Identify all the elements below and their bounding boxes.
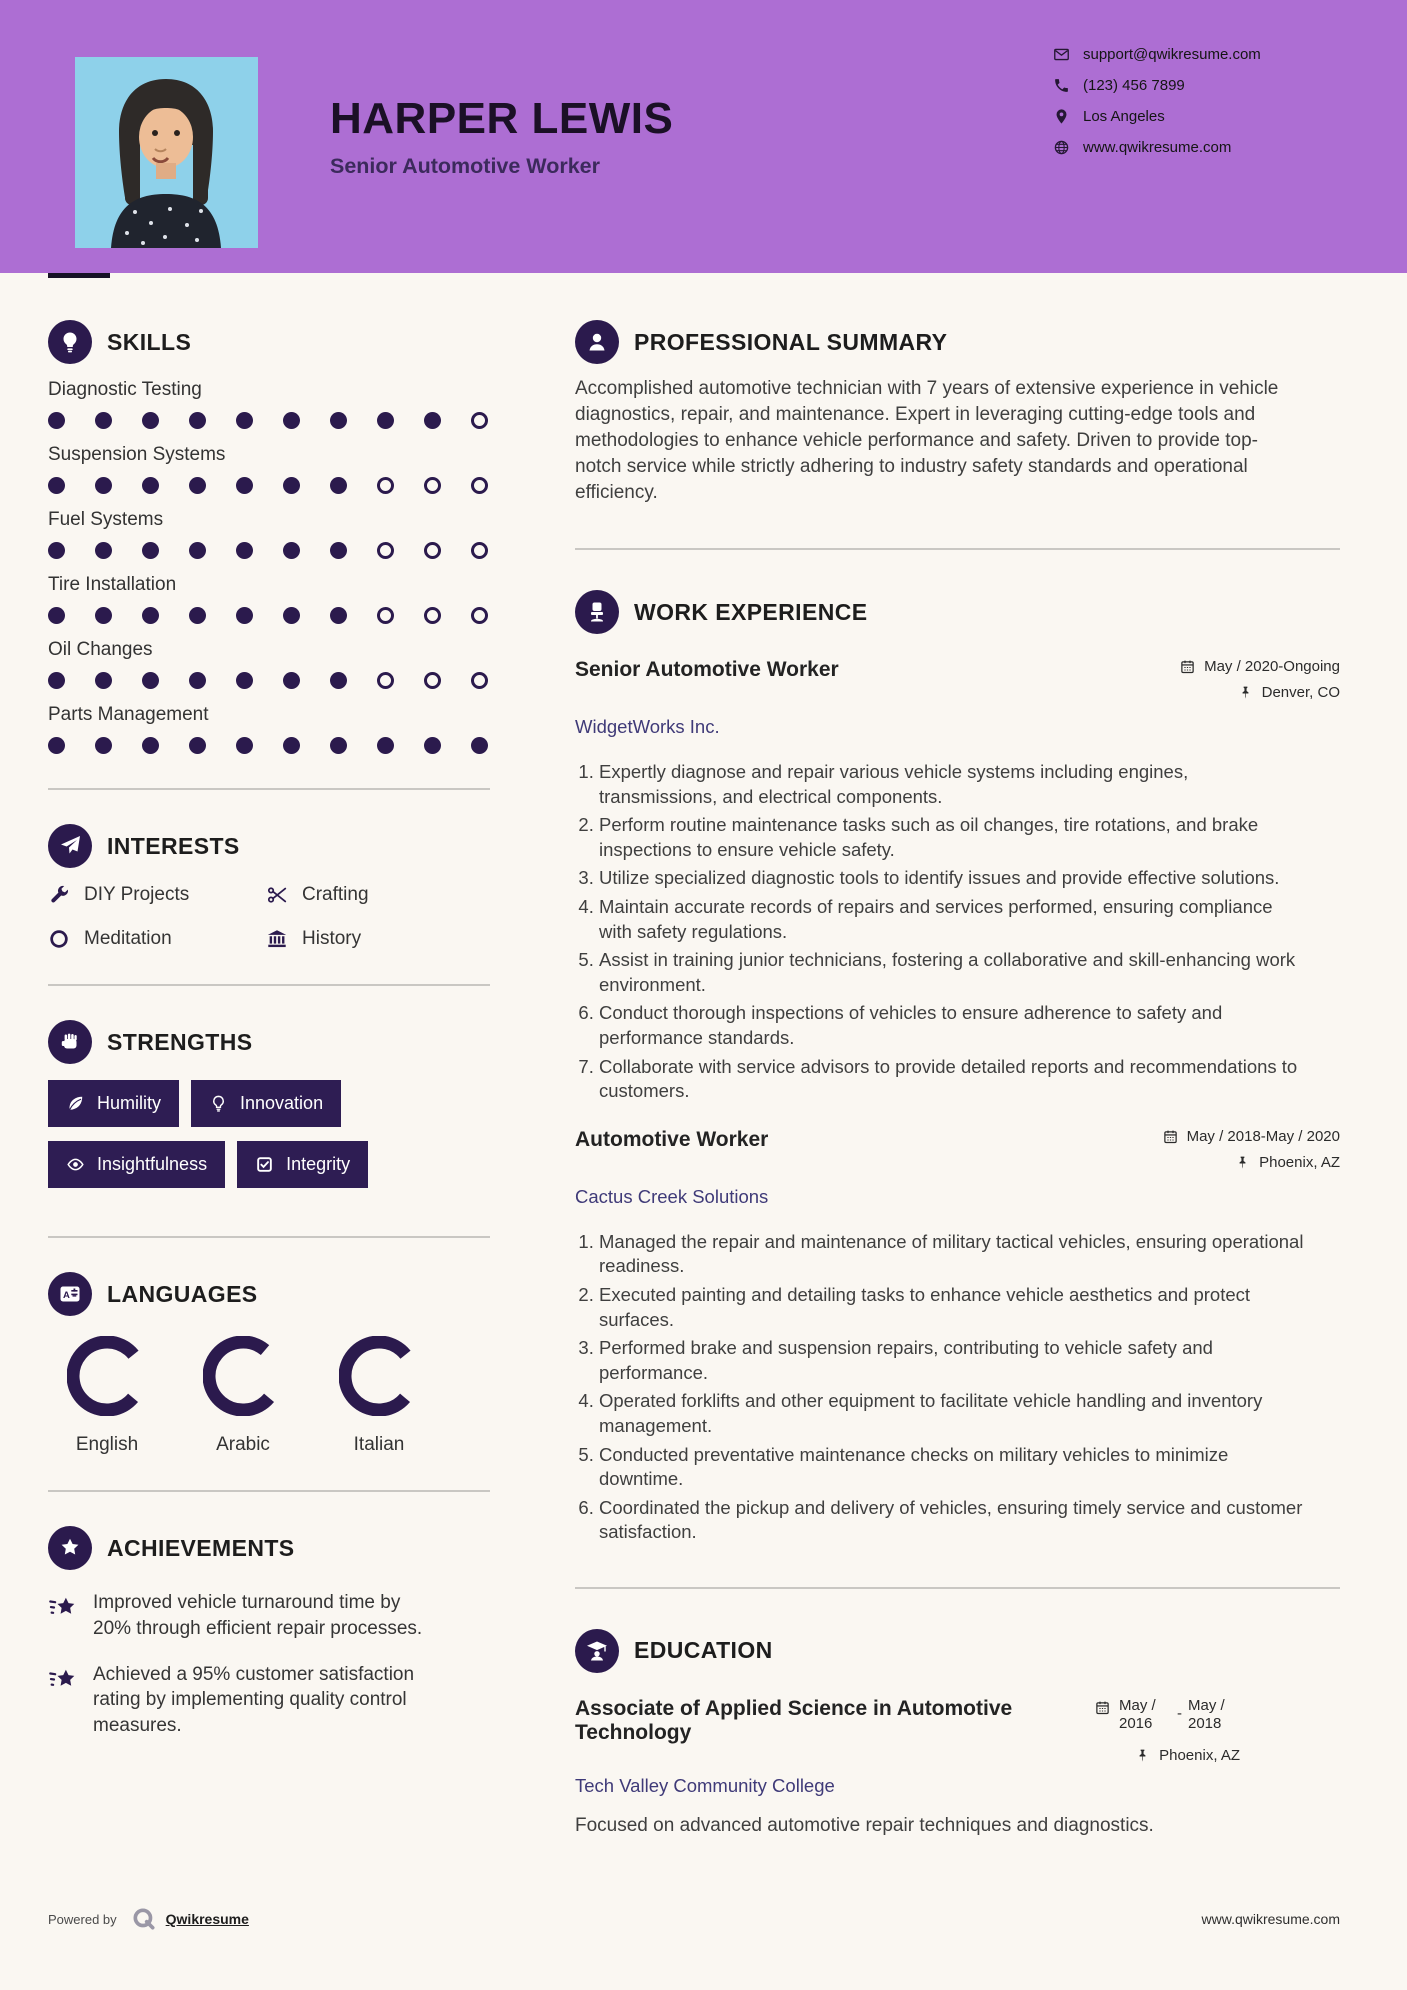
skill-rating — [48, 607, 490, 624]
job-entry — [575, 1128, 1340, 1545]
divider — [575, 1587, 1340, 1589]
achievements-list — [48, 1590, 490, 1739]
identity — [330, 94, 673, 179]
job-bullet: 5. Conducted preventative maintenance checks on military vehicles to minimize downtime. — [599, 1443, 1305, 1492]
office-chair-icon — [575, 590, 619, 634]
rating-dot — [283, 542, 300, 559]
location-icon — [1053, 108, 1070, 125]
language-label: Arabic — [216, 1434, 270, 1455]
powered-by-label: Powered by — [48, 1911, 117, 1927]
job-head — [575, 658, 1340, 710]
rating-dot — [330, 477, 347, 494]
globe-icon — [1053, 139, 1070, 156]
strength-pill — [237, 1141, 368, 1188]
header-accent-dash — [48, 273, 110, 278]
contact-text[interactable]: www.qwikresume.com — [1083, 139, 1232, 156]
interests-title: INTERESTS — [107, 832, 240, 859]
education-entry — [575, 1697, 1340, 1773]
job-title: Senior Automotive Worker — [575, 658, 839, 682]
meditation-icon — [48, 928, 70, 950]
rating-dot — [236, 607, 253, 624]
section-achievements — [48, 1526, 490, 1739]
language-label: Italian — [353, 1434, 405, 1455]
museum-icon — [266, 928, 288, 950]
translate-icon — [48, 1272, 92, 1316]
section-experience — [575, 590, 1340, 1545]
interest-item — [266, 884, 490, 906]
skill-rating — [48, 737, 490, 754]
rating-dot — [330, 542, 347, 559]
rating-dot — [48, 672, 65, 689]
footer-website[interactable]: www.qwikresume.com — [1201, 1911, 1340, 1927]
education-location-text: Phoenix, AZ — [1159, 1746, 1240, 1764]
job-meta — [1163, 1128, 1340, 1180]
section-summary — [575, 320, 1340, 506]
rating-dot — [189, 737, 206, 754]
rating-dot — [330, 412, 347, 429]
person-icon — [575, 320, 619, 364]
job-bullet: 6. Conduct thorough inspections of vehicles to ensure adherence to safety and performance standards. — [599, 1001, 1305, 1050]
rating-dot — [471, 542, 488, 559]
job-date-text: May / 2020-Ongoing — [1204, 658, 1340, 676]
rating-dot — [48, 737, 65, 754]
skill-item — [48, 704, 490, 754]
strength-label: Humility — [97, 1093, 162, 1113]
qwikresume-logo-icon — [131, 1906, 157, 1932]
section-languages — [48, 1272, 490, 1456]
rating-dot — [189, 607, 206, 624]
interest-label: History — [302, 928, 362, 949]
check-square-icon — [255, 1155, 274, 1174]
education-location — [1095, 1747, 1240, 1764]
shooting-star-icon — [48, 1592, 78, 1622]
divider — [48, 984, 490, 986]
achievements-title: ACHIEVEMENTS — [107, 1534, 295, 1561]
job-bullet: 1. Expertly diagnose and repair various vehicle systems including engines, transmissions, and electrical components. — [599, 760, 1305, 809]
summary-text: Accomplished automotive technician with 7 years of extensive experience in vehicle diagnostics, repair, and maintenance. Expert in leveraging cutting-edge tools and methodologies to enhance vehicle performance and safety. Driven to provide top-notch service while strictly adhering to industry safety standards and operational efficiency. — [575, 378, 1279, 504]
job-date — [1163, 1128, 1340, 1145]
skill-label: Suspension Systems — [48, 444, 226, 465]
rating-dot — [330, 672, 347, 689]
rating-dot — [283, 477, 300, 494]
calendar-icon — [1180, 659, 1195, 674]
rating-dot — [330, 737, 347, 754]
qwikresume-link[interactable]: Qwikresume — [165, 1911, 249, 1927]
job-location — [1163, 1154, 1340, 1171]
job-bullet: 4. Operated forklifts and other equipment to facilitate vehicle handling and inventory management. — [599, 1389, 1305, 1438]
job-bullet: 1. Managed the repair and maintenance of military tactical vehicles, ensuring operational readiness. — [599, 1230, 1305, 1279]
achievement-item — [48, 1590, 490, 1642]
strength-label: Insightfulness — [97, 1154, 208, 1174]
content-columns — [0, 273, 1407, 1837]
rating-dot — [236, 737, 253, 754]
skill-label: Oil Changes — [48, 639, 153, 660]
lightbulb-icon — [48, 320, 92, 364]
fist-icon — [48, 1020, 92, 1064]
divider — [48, 1236, 490, 1238]
rating-dot — [424, 607, 441, 624]
rating-dot — [95, 412, 112, 429]
degree-name: Associate of Applied Science in Automotive Technology — [575, 1696, 1013, 1744]
rating-dot — [377, 542, 394, 559]
summary-title: PROFESSIONAL SUMMARY — [634, 328, 948, 355]
education-header — [575, 1629, 1340, 1673]
rating-dot — [189, 542, 206, 559]
contact-row[interactable] — [1053, 46, 1261, 63]
rating-dot — [424, 737, 441, 754]
pushpin-icon — [1135, 1748, 1150, 1763]
rating-dot — [377, 672, 394, 689]
job-entry — [575, 658, 1340, 1104]
rating-dot — [48, 607, 65, 624]
skill-item — [48, 509, 490, 559]
strength-label: Integrity — [286, 1154, 351, 1174]
skill-label: Fuel Systems — [48, 509, 164, 530]
job-bullets — [575, 760, 1305, 1104]
rating-dot — [424, 477, 441, 494]
rating-dot — [471, 672, 488, 689]
languages-title: LANGUAGES — [107, 1280, 258, 1307]
rating-dot — [95, 607, 112, 624]
rating-dot — [424, 412, 441, 429]
bulb-small-icon — [209, 1094, 228, 1113]
pushpin-icon — [1238, 685, 1253, 700]
job-bullet: 3. Utilize specialized diagnostic tools to identify issues and provide effective solutions. — [599, 866, 1305, 891]
strength-pill — [191, 1080, 341, 1127]
sidebar — [48, 320, 490, 1837]
job-date — [1180, 658, 1340, 675]
rating-dot — [142, 477, 159, 494]
job-head — [575, 1128, 1340, 1180]
rating-dot — [283, 737, 300, 754]
skill-item — [48, 574, 490, 624]
date-separator: - — [1177, 1704, 1182, 1722]
education-date-to: May / 2018 — [1188, 1696, 1225, 1732]
divider — [48, 788, 490, 790]
education-dates — [1095, 1697, 1240, 1733]
job-bullet: 7. Collaborate with service advisors to provide detailed reports and recommendations to customers. — [599, 1055, 1305, 1104]
education-meta — [1095, 1697, 1240, 1773]
education-description: Focused on advanced automotive repair techniques and diagnostics. — [575, 1814, 1154, 1836]
skills-header — [48, 320, 490, 364]
skill-rating — [48, 477, 490, 494]
skill-item — [48, 379, 490, 429]
section-interests — [48, 824, 490, 950]
job-bullet: 2. Perform routine maintenance tasks such as oil changes, tire rotations, and brake inspections to ensure vehicle safety. — [599, 813, 1305, 862]
contact-text[interactable]: Los Angeles — [1083, 108, 1165, 125]
achievement-text: Improved vehicle turnaround time by 20% through efficient repair processes. — [93, 1592, 423, 1639]
contact-text[interactable]: (123) 456 7899 — [1083, 77, 1185, 94]
language-item — [184, 1336, 302, 1456]
strength-pill — [48, 1080, 179, 1127]
rating-dot — [189, 477, 206, 494]
rating-dot — [236, 542, 253, 559]
job-bullet: 4. Maintain accurate records of repairs and services performed, ensuring compliance with safety regulations. — [599, 895, 1305, 944]
school-name: Tech Valley Community College — [575, 1774, 835, 1796]
language-level-arc — [67, 1336, 147, 1416]
wrench-icon — [48, 884, 70, 906]
rating-dot — [283, 607, 300, 624]
section-strengths — [48, 1020, 490, 1202]
strengths-title: STRENGTHS — [107, 1028, 253, 1055]
interest-label: Crafting — [302, 884, 369, 905]
job-meta — [1180, 658, 1340, 710]
interest-item — [266, 928, 490, 950]
strengths-list — [48, 1080, 490, 1202]
job-location-text: Denver, CO — [1261, 684, 1340, 702]
pushpin-icon — [1235, 1155, 1250, 1170]
skill-label: Diagnostic Testing — [48, 379, 202, 400]
strength-label: Innovation — [240, 1093, 324, 1113]
rating-dot — [142, 412, 159, 429]
skill-item — [48, 444, 490, 494]
footer — [48, 1906, 1340, 1932]
job-bullets — [575, 1230, 1305, 1545]
interests-list — [48, 884, 490, 950]
rating-dot — [95, 477, 112, 494]
job-location-text: Phoenix, AZ — [1259, 1153, 1340, 1171]
interest-label: Meditation — [84, 928, 172, 949]
star-badge-icon — [48, 1526, 92, 1570]
rating-dot — [377, 607, 394, 624]
calendar-icon — [1095, 1700, 1110, 1715]
job-title: Automotive Worker — [575, 1127, 769, 1151]
skill-item — [48, 639, 490, 689]
strength-pill — [48, 1141, 225, 1188]
rating-dot — [142, 672, 159, 689]
rating-dot — [283, 412, 300, 429]
rating-dot — [95, 542, 112, 559]
achievement-item — [48, 1662, 490, 1739]
job-location — [1180, 684, 1340, 701]
contact-row[interactable] — [1053, 108, 1261, 125]
contact-row[interactable] — [1053, 139, 1261, 156]
interest-label: DIY Projects — [84, 884, 190, 905]
rating-dot — [95, 737, 112, 754]
job-bullet: 3. Performed brake and suspension repairs, contributing to vehicle safety and performance. — [599, 1336, 1305, 1385]
profile-photo — [75, 57, 258, 248]
graduation-icon — [575, 1629, 619, 1673]
contact-list — [1053, 46, 1261, 170]
candidate-name: HARPER LEWIS — [330, 94, 674, 143]
experience-header — [575, 590, 1340, 634]
rating-dot — [283, 672, 300, 689]
language-level-arc — [339, 1336, 419, 1416]
section-education — [575, 1629, 1340, 1837]
skill-rating — [48, 672, 490, 689]
language-item — [48, 1336, 166, 1456]
footer-brand-block — [48, 1906, 249, 1932]
calendar-icon — [1163, 1129, 1178, 1144]
rating-dot — [377, 477, 394, 494]
rating-dot — [142, 607, 159, 624]
interest-item — [48, 884, 266, 906]
rating-dot — [189, 672, 206, 689]
job-bullet: 5. Assist in training junior technicians, fostering a collaborative and skill-enhancing work environment. — [599, 948, 1305, 997]
language-item — [320, 1336, 438, 1456]
education-title: EDUCATION — [634, 1637, 773, 1664]
contact-row[interactable] — [1053, 77, 1261, 94]
strengths-header — [48, 1020, 490, 1064]
achievement-text: Achieved a 95% customer satisfaction rating by implementing quality control measures. — [93, 1663, 415, 1737]
job-company: Cactus Creek Solutions — [575, 1185, 769, 1207]
avatar — [75, 57, 258, 248]
rating-dot — [330, 607, 347, 624]
job-date-text: May / 2018-May / 2020 — [1186, 1127, 1340, 1145]
rating-dot — [236, 412, 253, 429]
job-bullet: 6. Coordinated the pickup and delivery of vehicles, ensuring timely service and customer satisfaction. — [599, 1496, 1305, 1545]
rating-dot — [424, 672, 441, 689]
language-level-arc — [203, 1336, 283, 1416]
jobs-list — [575, 658, 1340, 1545]
contact-text[interactable]: support@qwikresume.com — [1083, 46, 1261, 63]
skills-title: SKILLS — [107, 328, 192, 355]
language-label: English — [75, 1434, 139, 1455]
section-skills — [48, 320, 490, 754]
education-date-from: May / 2016 — [1119, 1696, 1156, 1732]
interests-header — [48, 824, 490, 868]
header — [0, 0, 1407, 273]
rating-dot — [471, 477, 488, 494]
languages-header — [48, 1272, 490, 1316]
scissors-icon — [266, 884, 288, 906]
email-icon — [1053, 46, 1070, 63]
skill-rating — [48, 542, 490, 559]
skill-label: Tire Installation — [48, 574, 177, 595]
skill-rating — [48, 412, 490, 429]
divider — [48, 1490, 490, 1492]
rating-dot — [377, 412, 394, 429]
rating-dot — [142, 542, 159, 559]
rating-dot — [142, 737, 159, 754]
experience-title: WORK EXPERIENCE — [634, 598, 868, 625]
job-bullet: 2. Executed painting and detailing tasks to enhance vehicle aesthetics and protect surfaces. — [599, 1283, 1305, 1332]
skill-label: Parts Management — [48, 704, 209, 725]
rating-dot — [48, 477, 65, 494]
rating-dot — [95, 672, 112, 689]
rating-dot — [471, 607, 488, 624]
rating-dot — [424, 542, 441, 559]
skills-list — [48, 379, 490, 754]
paper-plane-icon — [48, 824, 92, 868]
rating-dot — [48, 542, 65, 559]
languages-list — [48, 1336, 490, 1456]
rating-dot — [189, 412, 206, 429]
divider — [575, 548, 1340, 550]
phone-icon — [1053, 77, 1070, 94]
shooting-star-icon — [48, 1664, 78, 1694]
summary-header — [575, 320, 1340, 364]
job-company: WidgetWorks Inc. — [575, 716, 720, 738]
candidate-title: Senior Automotive Worker — [330, 154, 600, 178]
main-column — [575, 320, 1340, 1837]
rating-dot — [236, 477, 253, 494]
achievements-header — [48, 1526, 490, 1570]
interest-item — [48, 928, 266, 950]
svg-text:A: A — [63, 1289, 70, 1301]
rating-dot — [471, 412, 488, 429]
rating-dot — [471, 737, 488, 754]
rating-dot — [236, 672, 253, 689]
eye-icon — [66, 1155, 85, 1174]
rating-dot — [48, 412, 65, 429]
leaf-icon — [66, 1094, 85, 1113]
rating-dot — [377, 737, 394, 754]
